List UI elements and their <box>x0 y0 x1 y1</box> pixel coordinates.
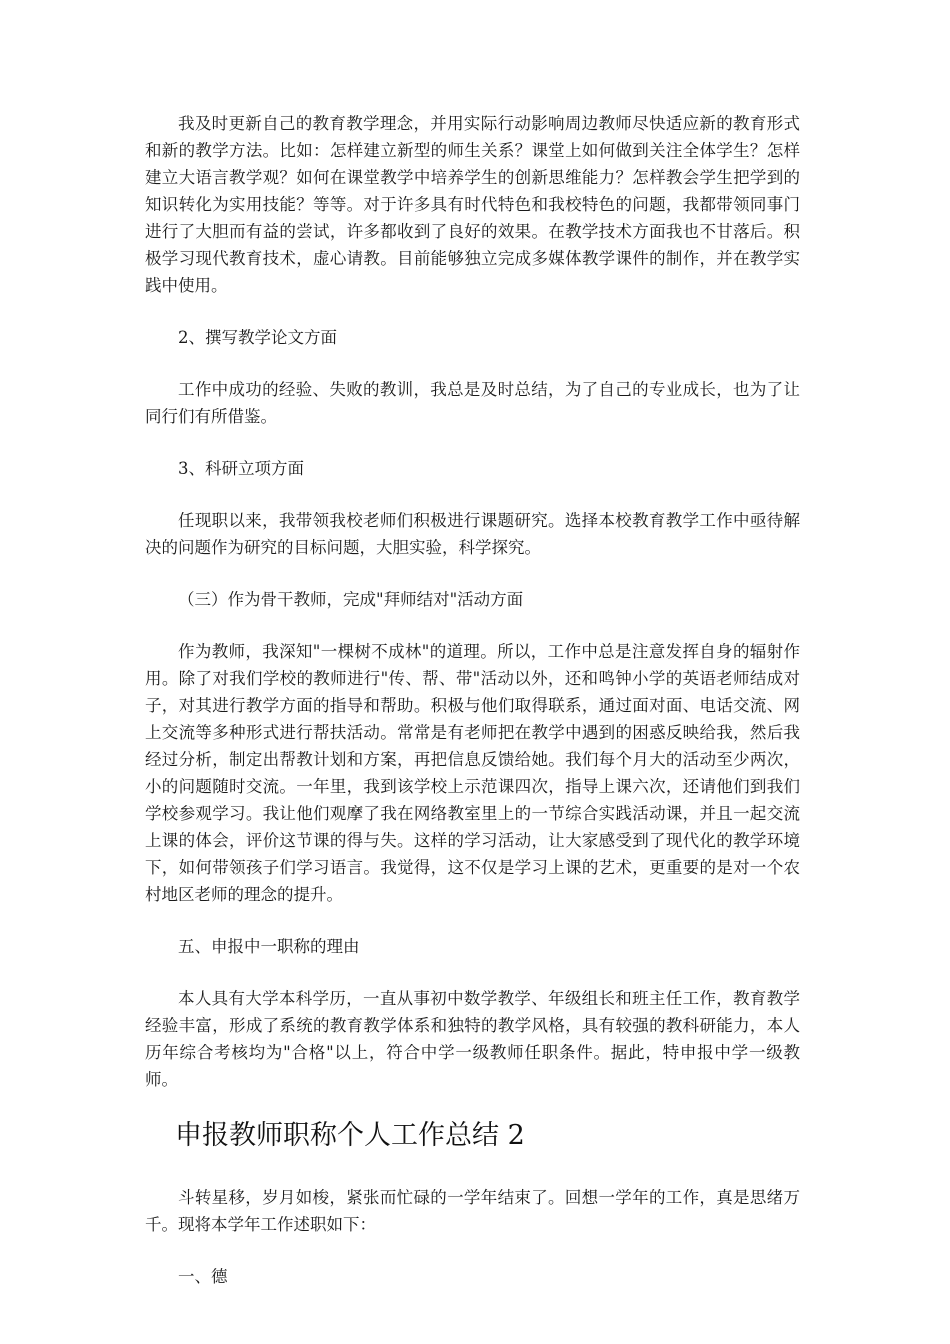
paragraph-teaching-papers: 工作中成功的经验、失败的教训，我总是及时总结，为了自己的专业成长，也为了让同行们有所借鉴。 <box>145 380 800 426</box>
heading-research-projects: 3、科研立项方面 <box>178 459 304 478</box>
heading-morality: 一、德 <box>178 1267 228 1286</box>
paragraph-application-reasons: 本人具有大学本科学历，一直从事初中数学教学、年级组长和班主任工作，教育教学经验丰富，形成了系统的教育教学体系和独特的教学风格，具有较强的教科研能力，本人历年综合考核均为"合格"以上，符合中学一级教师任职条件。据此，特申报中学一级教师。 <box>145 989 800 1089</box>
section-title: 申报教师职称个人工作总结 2 <box>175 1120 525 1151</box>
paragraph-research-projects: 任现职以来，我带领我校老师们积极进行课题研究。选择本校教育教学工作中亟待解决的问题作为研究的目标问题，大胆实验，科学探究。 <box>145 511 800 557</box>
document-page <box>145 110 800 1315</box>
paragraph-teaching-concepts: 我及时更新自己的教育教学理念，并用实际行动影响周边教师尽快适应新的教育形式和新的教学方法。比如：怎样建立新型的师生关系？课堂上如何做到关注全体学生？怎样建立大语言教学观？如何在课堂教学中培养学生的创新思维能力？怎样教会学生把学到的知识转化为实用技能？等等。对于许多具有时代特色和我校特色的问题，我都带领同事门进行了大胆而有益的尝试，许多都收到了良好的效果。在教学技术方面我也不甘落后。积极学习现代教育技术，虚心请教。目前能够独立完成多媒体教学课件的制作，并在教学实践中使用。 <box>145 114 800 295</box>
heading-application-reasons: 五、申报中一职称的理由 <box>178 937 360 956</box>
paragraph-mentoring: 作为教师，我深知"一棵树不成林"的道理。所以，工作中总是注意发挥自身的辐射作用。除了对我们学校的教师进行"传、帮、带"活动以外，还和鸣钟小学的英语老师结成对子，对其进行教学方面的指导和帮助。积极与他们取得联系，通过面对面、电话交流、网上交流等多种形式进行帮扶活动。常常是有老师把在教学中遇到的困惑反映给我，然后我经过分析，制定出帮教计划和方案，再把信息反馈给她。我们每个月大的活动至少两次，小的问题随时交流。一年里，我到该学校上示范课四次，指导上课六次，还请他们到我们学校参观学习。我让他们观摩了我在网络教室里上的一节综合实践活动课，并且一起交流上课的体会，评价这节课的得与失。这样的学习活动，让大家感受到了现代化的教学环境下，如何带领孩子们学习语言。我觉得，这不仅是学习上课的艺术，更重要的是对一个农村地区老师的理念的提升。 <box>145 642 800 904</box>
paragraph-intro: 斗转星移，岁月如梭，紧张而忙碌的一学年结束了。回想一学年的工作，真是思绪万千。现将本学年工作述职如下： <box>145 1188 800 1234</box>
heading-mentoring: （三）作为骨干教师，完成"拜师结对"活动方面 <box>178 590 524 609</box>
heading-teaching-papers: 2、撰写教学论文方面 <box>178 328 337 347</box>
